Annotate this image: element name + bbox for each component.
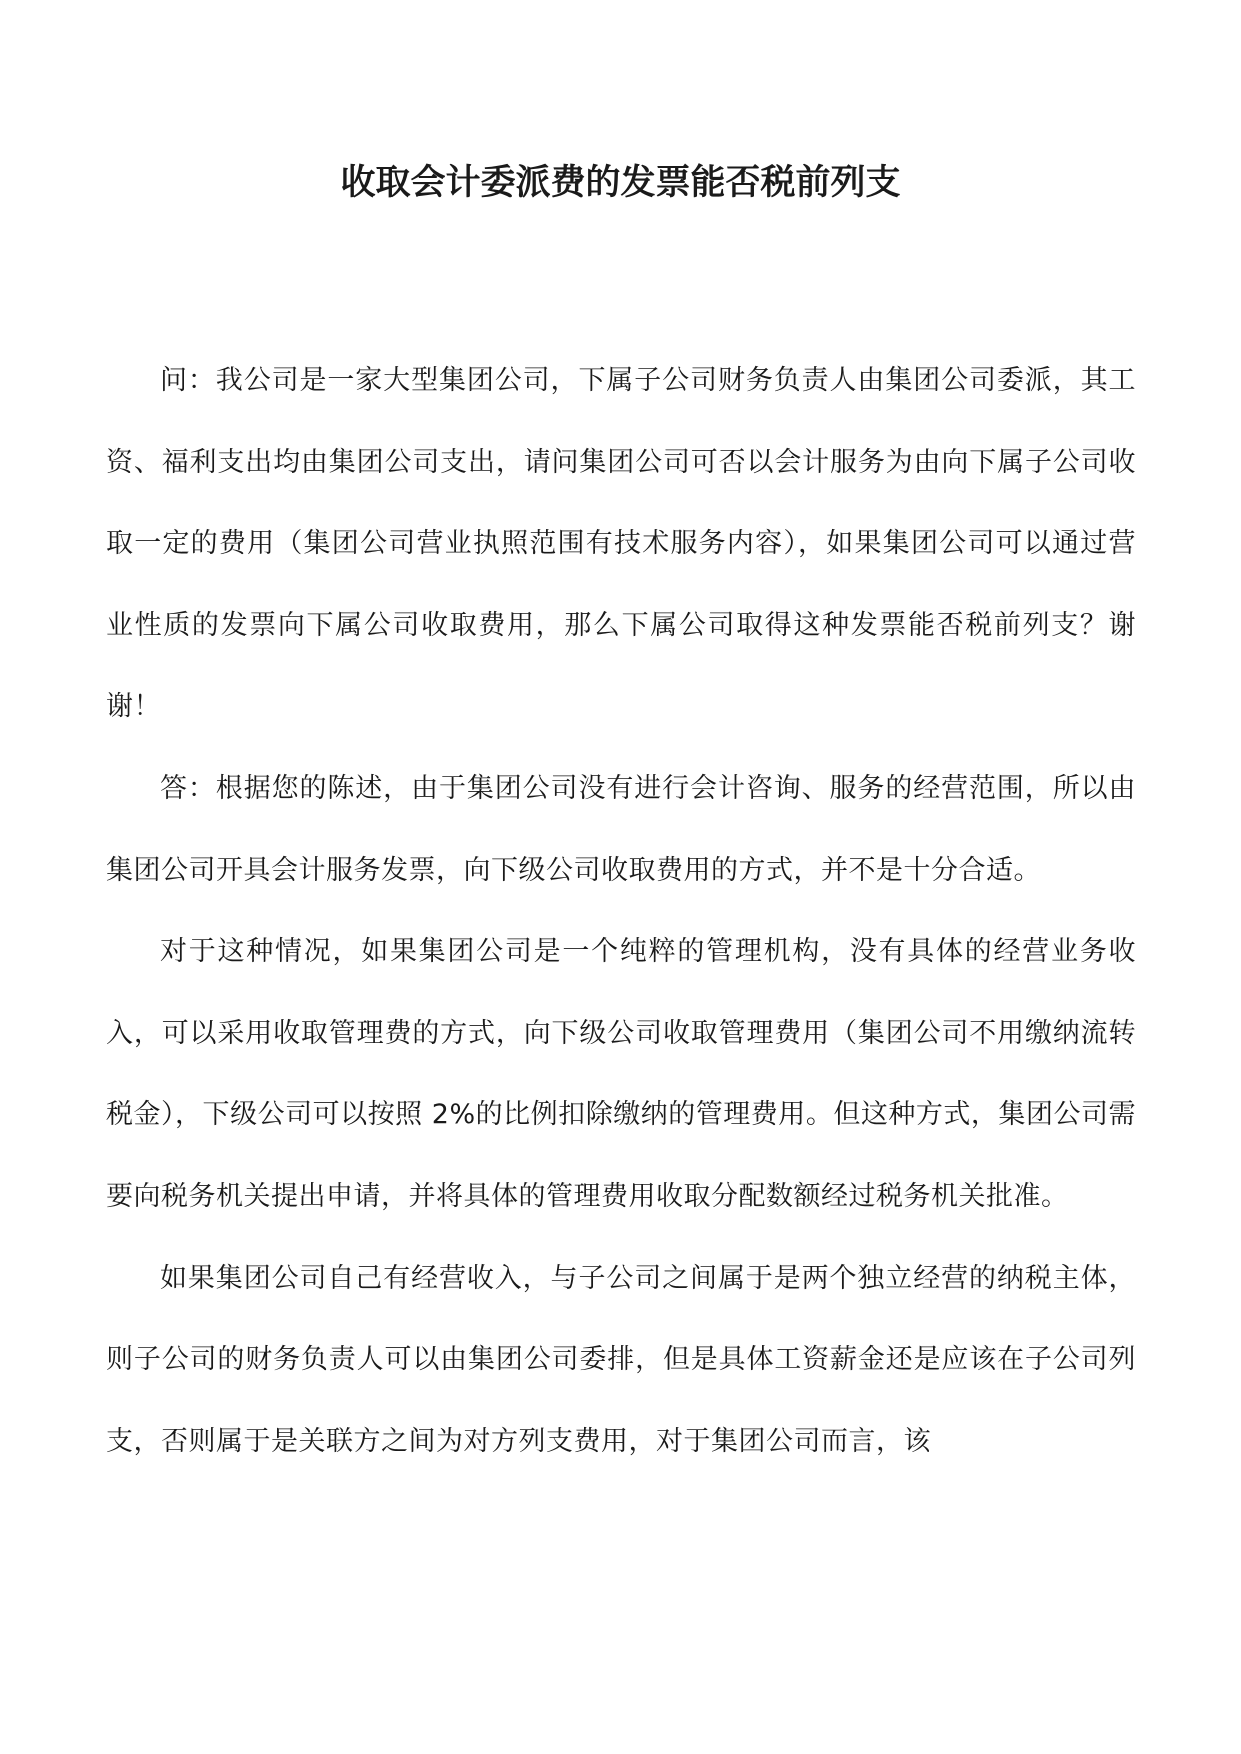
paragraph-independent-entity: 如果集团公司自己有经营收入，与子公司之间属于是两个独立经营的纳税主体，则子公司的财务负责人可以由集团公司委排，但是具体工资薪金还是应该在子公司列支，否则属于是关联方之间为对方列支费用，对于集团公司而言，该: [106, 1262, 1136, 1457]
document-body: [106, 340, 1136, 1482]
paragraph-answer: 答：根据您的陈述，由于集团公司没有进行会计咨询、服务的经营范围，所以由集团公司开具会计服务发票，向下级公司收取费用的方式，并不是十分合适。: [106, 772, 1136, 886]
paragraph-question: 问：我公司是一家大型集团公司，下属子公司财务负责人由集团公司委派，其工资、福利支出均由集团公司支出，请问集团公司可否以会计服务为由向下属子公司收取一定的费用（集团公司营业执照范围有技术服务内容），如果集团公司可以通过营业性质的发票向下属公司收取费用，那么下属公司取得这种发票能否税前列支？谢谢！: [106, 365, 1136, 723]
document-title: 收取会计委派费的发票能否税前列支: [340, 163, 901, 203]
paragraph-management-fee: 对于这种情况，如果集团公司是一个纯粹的管理机构，没有具体的经营业务收入，可以采用收取管理费的方式，向下级公司收取管理费用（集团公司不用缴纳流转税金），下级公司可以按照 2%的比例扣除缴纳的管理费用。但这种方式，集团公司需要向税务机关提出申请，并将具体的管理费用收取分配数额经过税务机关批准。: [106, 936, 1136, 1212]
